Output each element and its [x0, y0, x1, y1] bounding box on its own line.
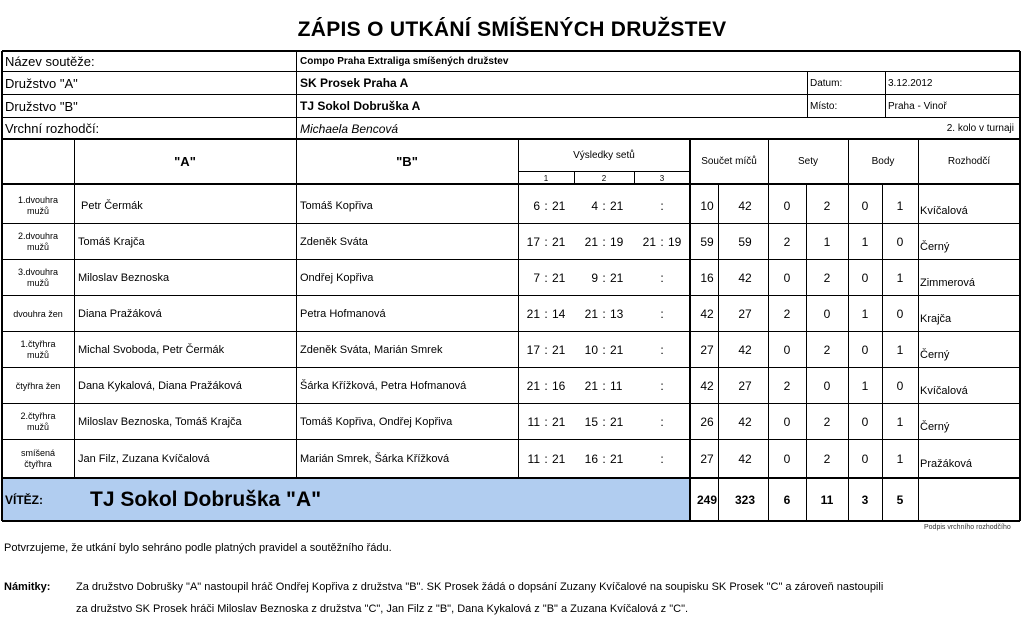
row-body-a: 0: [861, 199, 869, 213]
row-sets-b: 2: [823, 452, 831, 466]
row-body-b: 1: [896, 271, 904, 285]
row-s2-colon: :: [602, 379, 606, 393]
grid-line: [2, 520, 1020, 522]
row-player-a: Miloslav Beznoska: [78, 272, 170, 284]
row-sets-b: 2: [823, 199, 831, 213]
row-player-b: Petra Hofmanová: [300, 308, 386, 320]
row-body-b: 0: [896, 307, 904, 321]
grid-line: [518, 171, 690, 172]
row-s1-b: 16: [552, 379, 566, 393]
row-s1-b: 21: [552, 271, 566, 285]
row-s3-a: [634, 368, 656, 404]
header-set-1: 1: [543, 173, 549, 183]
row-s2-a: 9: [591, 271, 598, 285]
row-points-a: 26: [700, 415, 714, 429]
row-s3-b: [668, 440, 690, 478]
grid-line: [806, 184, 807, 521]
row-s2-a: 15: [584, 415, 598, 429]
team-b-value: TJ Sokol Dobruška A: [300, 99, 421, 113]
grid-line: [2, 138, 1020, 140]
row-body-b: 1: [896, 199, 904, 213]
row-player-b: Zdeněk Sváta: [300, 236, 368, 248]
row-body-a: 0: [861, 415, 869, 429]
row-player-b: Marián Smrek, Šárka Křížková: [300, 453, 450, 465]
row-s2-a: 4: [591, 199, 598, 213]
header-body: Body: [871, 155, 895, 167]
row-s1-b: 21: [552, 235, 566, 249]
row-sets-a: 0: [783, 343, 791, 357]
row-player-a: Miloslav Beznoska, Tomáš Krajča: [78, 416, 242, 428]
row-sets-a: 0: [783, 452, 791, 466]
objections-label: Námitky:: [4, 581, 51, 593]
row-match-type: 1.dvouhra mužů: [17, 195, 59, 216]
row-s1-a: 6: [533, 199, 540, 213]
header-b: "B": [396, 153, 418, 169]
grid-line: [518, 139, 519, 479]
row-s1-colon: :: [544, 415, 548, 429]
row-sets-a: 2: [783, 235, 791, 249]
row-s1-b: 21: [552, 452, 566, 466]
row-s2-b: 21: [610, 415, 624, 429]
place-value: Praha - Vinoř: [888, 100, 947, 112]
row-body-b: 1: [896, 343, 904, 357]
row-umpire: Zimmerová: [920, 277, 976, 289]
row-points-b: 42: [738, 415, 752, 429]
confirmation-text: Potvrzujeme, že utkání bylo sehráno podle platných pravidel a soutěžního řádu.: [4, 542, 392, 554]
row-points-b: 42: [738, 452, 752, 466]
row-s1-a: 11: [527, 452, 540, 466]
row-sets-a: 2: [783, 307, 791, 321]
row-sets-a: 0: [783, 271, 791, 285]
row-umpire: Kvíčalová: [920, 385, 968, 397]
team-b-label: Družstvo "B": [5, 98, 78, 114]
row-s1-colon: :: [544, 307, 548, 321]
row-points-a: 10: [700, 199, 714, 213]
grid-line: [718, 184, 719, 521]
grid-line: [807, 71, 808, 117]
row-body-b: 0: [896, 379, 904, 393]
row-s2-a: 10: [584, 343, 598, 357]
row-body-a: 0: [861, 452, 869, 466]
header-sets: Sety: [797, 155, 818, 167]
row-s2-a: 21: [584, 307, 598, 321]
row-s3-a: [634, 260, 656, 296]
row-points-b: 59: [738, 235, 752, 249]
row-s2-b: 21: [610, 271, 624, 285]
grid-line: [2, 183, 1020, 185]
grid-line: [885, 71, 886, 117]
row-player-b: Zdeněk Sváta, Marián Smrek: [300, 344, 443, 356]
row-player-b: Ondřej Kopřiva: [300, 272, 374, 284]
row-player-a: Petr Čermák: [81, 200, 143, 212]
row-s3-a: [634, 440, 656, 478]
grid-line: [1, 51, 3, 139]
row-umpire: Krajča: [920, 313, 952, 325]
row-s3-a: [634, 404, 656, 440]
row-body-a: 1: [861, 235, 869, 249]
winner-body-a: 3: [861, 492, 869, 507]
winner-sets-b: 11: [820, 492, 834, 507]
row-player-a: Michal Svoboda, Petr Čermák: [78, 344, 225, 356]
row-body-a: 0: [861, 271, 869, 285]
row-s2-b: 21: [610, 199, 624, 213]
row-s1-a: 21: [526, 379, 540, 393]
row-sets-b: 2: [823, 343, 831, 357]
grid-line: [74, 139, 75, 479]
row-points-a: 16: [700, 271, 714, 285]
row-s3-colon: :: [660, 307, 664, 321]
row-s3-b: [668, 260, 690, 296]
row-sets-a: 0: [783, 415, 791, 429]
team-a-value: SK Prosek Praha A: [300, 76, 409, 90]
row-s2-colon: :: [602, 307, 606, 321]
row-s1-colon: :: [544, 379, 548, 393]
row-sets-b: 0: [823, 307, 831, 321]
grid-line: [918, 139, 919, 521]
row-points-b: 42: [738, 199, 752, 213]
row-s3-colon: :: [660, 415, 664, 429]
row-umpire: Černý: [920, 349, 950, 361]
row-match-type: 3.dvouhra mužů: [17, 267, 59, 288]
header-umpire: Rozhodčí: [947, 155, 991, 167]
date-label: Datum:: [810, 77, 843, 89]
row-s2-a: 21: [584, 235, 598, 249]
winner-points-a: 249: [696, 492, 718, 507]
row-s1-colon: :: [544, 343, 548, 357]
winner-points-b: 323: [734, 492, 756, 507]
row-s2-a: 21: [584, 379, 598, 393]
page-title: ZÁPIS O UTKÁNÍ SMÍŠENÝCH DRUŽSTEV: [297, 18, 727, 41]
row-s2-colon: :: [602, 199, 606, 213]
row-sets-a: 2: [783, 379, 791, 393]
row-body-b: 1: [896, 452, 904, 466]
row-sets-a: 0: [783, 199, 791, 213]
row-s3-colon: :: [660, 235, 664, 249]
row-points-a: 59: [700, 235, 714, 249]
row-s2-colon: :: [602, 271, 606, 285]
grid-line: [882, 184, 883, 521]
row-s2-colon: :: [602, 343, 606, 357]
grid-line: [574, 171, 575, 184]
row-player-b: Tomáš Kopřiva: [300, 200, 373, 212]
row-s3-b: 19: [668, 235, 682, 249]
row-s3-a: [634, 188, 656, 224]
grid-line: [2, 71, 1020, 72]
row-sets-b: 1: [823, 235, 831, 249]
grid-line: [2, 477, 1020, 479]
row-s2-b: 19: [610, 235, 624, 249]
row-s2-b: 13: [610, 307, 624, 321]
row-body-a: 1: [861, 379, 869, 393]
row-points-b: 27: [738, 379, 752, 393]
grid-line: [2, 94, 1020, 95]
date-value: 3.12.2012: [888, 77, 933, 89]
row-s1-a: 11: [527, 415, 540, 429]
competition-label: Název soutěže:: [5, 54, 95, 69]
row-s1-b: 14: [552, 307, 566, 321]
row-umpire: Pražáková: [920, 458, 972, 470]
row-points-b: 42: [738, 271, 752, 285]
row-player-a: Tomáš Krajča: [78, 236, 145, 248]
row-s2-colon: :: [602, 452, 606, 466]
row-player-a: Diana Pražáková: [78, 308, 162, 320]
round-value: 2. kolo v turnaji: [946, 123, 1014, 134]
winner-sets-a: 6: [783, 492, 791, 507]
grid-line: [296, 139, 297, 479]
header-sets-results: Výsledky setů: [573, 149, 635, 161]
team-a-label: Družstvo "A": [5, 75, 78, 91]
grid-line: [768, 139, 769, 521]
row-umpire: Černý: [920, 241, 950, 253]
place-label: Místo:: [810, 100, 838, 112]
row-umpire: Kvíčalová: [920, 205, 968, 217]
header-set-3: 3: [659, 173, 665, 183]
row-match-type: dvouhra žen: [13, 308, 63, 319]
row-body-a: 0: [861, 343, 869, 357]
row-s1-b: 21: [552, 415, 566, 429]
row-points-a: 27: [700, 452, 714, 466]
row-points-b: 42: [738, 343, 752, 357]
row-match-type: 2.čtyřhra mužů: [20, 411, 56, 432]
row-body-b: 0: [896, 235, 904, 249]
row-points-a: 42: [700, 379, 714, 393]
row-s1-a: 21: [526, 307, 540, 321]
grid-line: [848, 139, 849, 521]
row-s1-b: 21: [552, 343, 566, 357]
winner-team: TJ Sokol Dobruška "A": [90, 487, 322, 511]
row-s3-b: [668, 404, 690, 440]
referee-label: Vrchní rozhodčí:: [5, 121, 100, 136]
row-s1-colon: :: [544, 271, 548, 285]
row-sets-b: 2: [823, 271, 831, 285]
row-s3-b: [668, 296, 690, 332]
header-set-2: 2: [601, 173, 607, 183]
competition-value: Compo Praha Extraliga smíšených družstev: [300, 56, 509, 67]
row-s3-a: [634, 296, 656, 332]
row-player-a: Jan Filz, Zuzana Kvíčalová: [78, 453, 210, 465]
row-s1-b: 21: [552, 199, 566, 213]
row-body-b: 1: [896, 415, 904, 429]
grid-line: [634, 171, 635, 184]
row-s1-a: 17: [526, 343, 540, 357]
objections-line-2: za družstvo SK Prosek hráči Miloslav Beznoska z družstva "C", Jan Filz z "B", Dana Kykalová z "B" a Zuzana Kvíčalová z "C".: [76, 603, 689, 615]
row-s3-a: [634, 332, 656, 368]
signature-label: Podpis vrchního rozhodčího: [924, 524, 1011, 531]
winner-label: VÍTĚZ:: [5, 492, 43, 507]
row-s3-colon: :: [660, 343, 664, 357]
row-s2-b: 21: [610, 343, 624, 357]
row-match-type: čtyřhra žen: [15, 380, 61, 391]
row-body-a: 1: [861, 307, 869, 321]
row-s2-b: 11: [610, 379, 623, 393]
row-s3-b: [668, 188, 690, 224]
row-s3-b: [668, 368, 690, 404]
row-points-a: 27: [700, 343, 714, 357]
row-s3-b: [668, 332, 690, 368]
row-s3-colon: :: [660, 379, 664, 393]
row-player-b: Šárka Křížková, Petra Hofmanová: [300, 380, 467, 392]
row-points-b: 27: [738, 307, 752, 321]
header-points-sum: Součet míčů: [701, 155, 757, 167]
grid-line: [2, 117, 1020, 118]
row-player-a: Dana Kykalová, Diana Pražáková: [78, 380, 242, 392]
row-s2-colon: :: [602, 415, 606, 429]
grid-line: [2, 50, 1020, 52]
header-a: "A": [174, 153, 196, 169]
grid-line: [1019, 139, 1021, 521]
row-match-type: smíšená čtyřhra: [20, 448, 55, 469]
row-sets-b: 0: [823, 379, 831, 393]
row-s3-colon: :: [660, 452, 664, 466]
row-s1-a: 7: [533, 271, 540, 285]
row-umpire: Černý: [920, 421, 950, 433]
grid-line: [1, 139, 3, 521]
row-s2-a: 16: [584, 452, 598, 466]
row-s3-colon: :: [660, 271, 664, 285]
row-s1-a: 17: [526, 235, 540, 249]
row-s3-colon: :: [660, 199, 664, 213]
row-s2-colon: :: [602, 235, 606, 249]
match-record-sheet: [2, 51, 1020, 521]
row-s2-b: 21: [610, 452, 624, 466]
row-s1-colon: :: [544, 235, 548, 249]
referee-value: Michaela Bencová: [300, 121, 399, 136]
row-points-a: 42: [700, 307, 714, 321]
grid-line: [296, 51, 297, 139]
row-s1-colon: :: [544, 452, 548, 466]
objections-line-1: Za družstvo Dobrušky "A" nastoupil hráč Ondřej Kopřiva z družstva "B". SK Prosek žádá o dopsání Zuzany Kvíčalové na soupisku SK Prosek "C" a zároveň nastoupili: [76, 581, 884, 593]
winner-body-b: 5: [896, 492, 904, 507]
row-sets-b: 2: [823, 415, 831, 429]
row-match-type: 1.čtyřhra mužů: [20, 339, 56, 360]
row-player-b: Tomáš Kopřiva, Ondřej Kopřiva: [300, 416, 453, 428]
grid-line: [689, 139, 691, 521]
row-match-type: 2.dvouhra mužů: [17, 231, 59, 252]
row-s3-a: 21: [642, 235, 656, 249]
row-s1-colon: :: [544, 199, 548, 213]
grid-line: [1019, 51, 1021, 139]
